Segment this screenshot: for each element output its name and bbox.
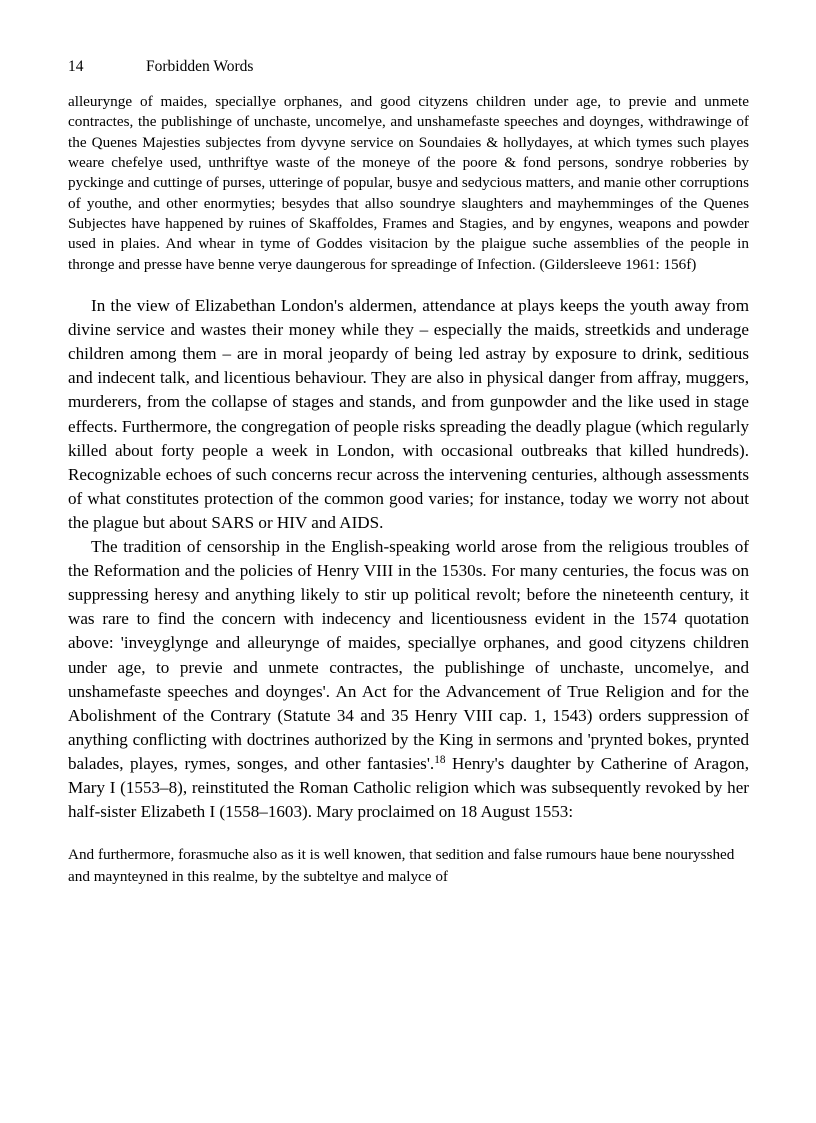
paragraph-censorship-text-b: Henry's daughter by Catherine of Aragon, Mary I (1553–8), reinstituted the Roman Catholic religion which was subsequently revoked by her half-sister Elizabeth I (1558–1603). Mary proclaimed on 18 August 1553: (68, 753, 749, 822)
text-column (68, 92, 749, 887)
footnote-reference-18[interactable]: 18 (434, 754, 446, 767)
block-quote-mary-proclamation: And furthermore, forasmuche also as it is well knowen, that sedition and false rumours haue bene nourysshed and maynteyned in this realme, by the subteltye and malyce of (68, 846, 735, 885)
running-head-title: Forbidden Words (146, 58, 254, 75)
spacer (68, 275, 749, 294)
paragraph-aldermen: In the view of Elizabethan London's aldermen, attendance at plays keeps the youth away from divine service and wastes their money while they – especially the maids, streetkids and underage children among them – are in moral jeopardy of being led astray by exposure to drink, seditious and indecent talk, and licentious behaviour. They are also in physical danger from affray, muggers, murderers, from the collapse of stages and stands, and from gunpowder and the like used in stage effects. Furthermore, the congregation of people risks spreading the deadly plague (which regularly killed about forty people a week in London, with occasional outbreaks that killed hundreds). Recognizable echoes of such concerns recur across the intervening centuries, although assessments of what constitutes protection of the common good varies; for instance, today we worry not about the plague but about SARS or HIV and AIDS. (68, 296, 749, 532)
spacer (68, 824, 749, 844)
page-number: 14 (68, 58, 84, 75)
paragraph-censorship (68, 535, 749, 824)
running-head (68, 56, 748, 78)
paragraph-censorship-text-a: The tradition of censorship in the English-speaking world arose from the religious troubles of the Reformation and the policies of Henry VIII in the 1530s. For many centuries, the focus was on suppressing heresy and anything likely to stir up political revolt; before the nineteenth century, it was rare to find the concern with indecency and licentiousness evident in the 1574 quotation above: 'inveyglynge and alleurynge of maides, speciallye orphanes, and good cityzens children under age, to previe and unmete contractes, the publishinge of unchaste, uncomelye, and unshamefaste speeches and doynges'. An Act for the Advancement of True Religion and for the Abolishment of the Contrary (Statute 34 and 35 Henry VIII cap. 1, 1543) orders suppression of anything conflicting with doctrines authorized by the King in sermons and 'prynted bokes, prynted balades, playes, rymes, songes, and other fantasies'. (68, 537, 749, 773)
block-quote-1574-order: alleurynge of maides, speciallye orphanes, and good cityzens children under age, to previe and unmete contractes, the publishinge of unchaste, uncomelye, and unshamefaste speeches and doynges, withdrawinge of the Quenes Majesties subjectes from dyvyne service on Soundaies & hollydayes, at which tymes such playes weare chefelye used, unthriftye waste of the moneye of the poore & fond persons, sondrye robberies by pyckinge and cuttinge of purses, utteringe of popular, busye and sedycious matters, and manie other corruptions of youthe, and other enormyties; besydes that allso soundrye slaughters and mayhemminges of the Quenes Subjectes have happened by ruines of Skaffoldes, Frames and Stagies, and by engynes, weapons and powder used in plaies. And whear in tyme of Goddes visitacion by the plaigue suche assemblies of the people in thronge and presse have benne verye daungerous for spreadinge of Infection. (Gildersleeve 1961: 156f) (68, 93, 749, 273)
